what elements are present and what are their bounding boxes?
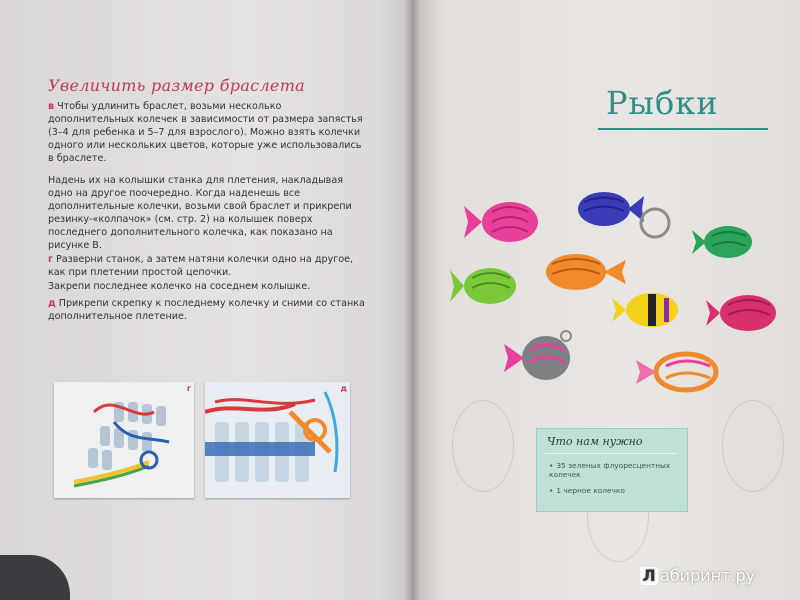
fish-orange-pink xyxy=(632,348,728,396)
loom-illustration-d xyxy=(205,382,350,498)
fish-green-top xyxy=(692,216,758,264)
loom-photo-g xyxy=(54,382,194,498)
step-d-text: Прикрепи скрепку к последнему колечку и сними со станка дополнительное плетение. xyxy=(48,298,365,322)
materials-item: • 1 черное колечко xyxy=(549,486,677,495)
fish-grey-pink xyxy=(500,328,580,384)
title-underline xyxy=(598,128,768,130)
step-v-paragraph xyxy=(48,100,368,165)
step-d-paragraph xyxy=(48,297,368,323)
loom-photo-d xyxy=(205,382,350,498)
watermark-logo-icon: Л xyxy=(640,567,658,585)
watermark xyxy=(640,566,755,585)
book-spine xyxy=(404,0,420,600)
keyring-icon xyxy=(636,204,674,242)
materials-title: Что нам нужно xyxy=(547,435,643,448)
fix-paragraph: Закрепи последнее колечко на соседнем колышке. xyxy=(48,281,311,292)
photo-letter-d: д xyxy=(340,384,347,393)
table-corner xyxy=(0,555,70,600)
materials-box xyxy=(536,428,688,512)
step-marker-d: д xyxy=(48,298,56,309)
loom-illustration-g xyxy=(54,382,194,498)
step-marker-v: в xyxy=(48,101,55,112)
photo-letter-g: г xyxy=(186,384,191,393)
background-sketch xyxy=(722,400,784,492)
step-marker-g: г xyxy=(48,254,54,265)
fish-magenta xyxy=(704,290,782,336)
fish-lime xyxy=(448,262,520,308)
materials-divider xyxy=(545,453,677,454)
page-title: Рыбки xyxy=(606,84,719,122)
step-g-text: Разверни станок, а затем натяни колечки одно на другое, как при плетении простой цепочки. xyxy=(48,254,354,278)
watermark-text: абиринт.ру xyxy=(660,566,756,585)
materials-item: • 35 зеленых флуоресцентных колечек xyxy=(549,461,677,479)
background-sketch xyxy=(452,400,514,492)
step-v-text: Чтобы удлинить браслет, возьми несколько дополнительных колечек в зависимости от размера запястья (3–4 для ребенка и 5–7 для взрослого). Можно взять колечки одного или нескольких цветов, которые уже использовались в браслете. xyxy=(48,101,363,164)
section-title: Увеличить размер браслета xyxy=(48,76,306,95)
step-g-paragraph xyxy=(48,253,368,279)
attach-paragraph: Надень их на колышки станка для плетения, накладывая одно на другое поочередно. Когда наденешь все дополнительные колечки, возьми свой браслет и прикрепи резинку-«колпачок» (см. стр. 2) на колышек поверх последнего дополнительного колечка, как показано на рисунке В. xyxy=(48,175,352,251)
fish-yellow-black xyxy=(610,288,686,332)
fish-pink xyxy=(462,196,542,248)
